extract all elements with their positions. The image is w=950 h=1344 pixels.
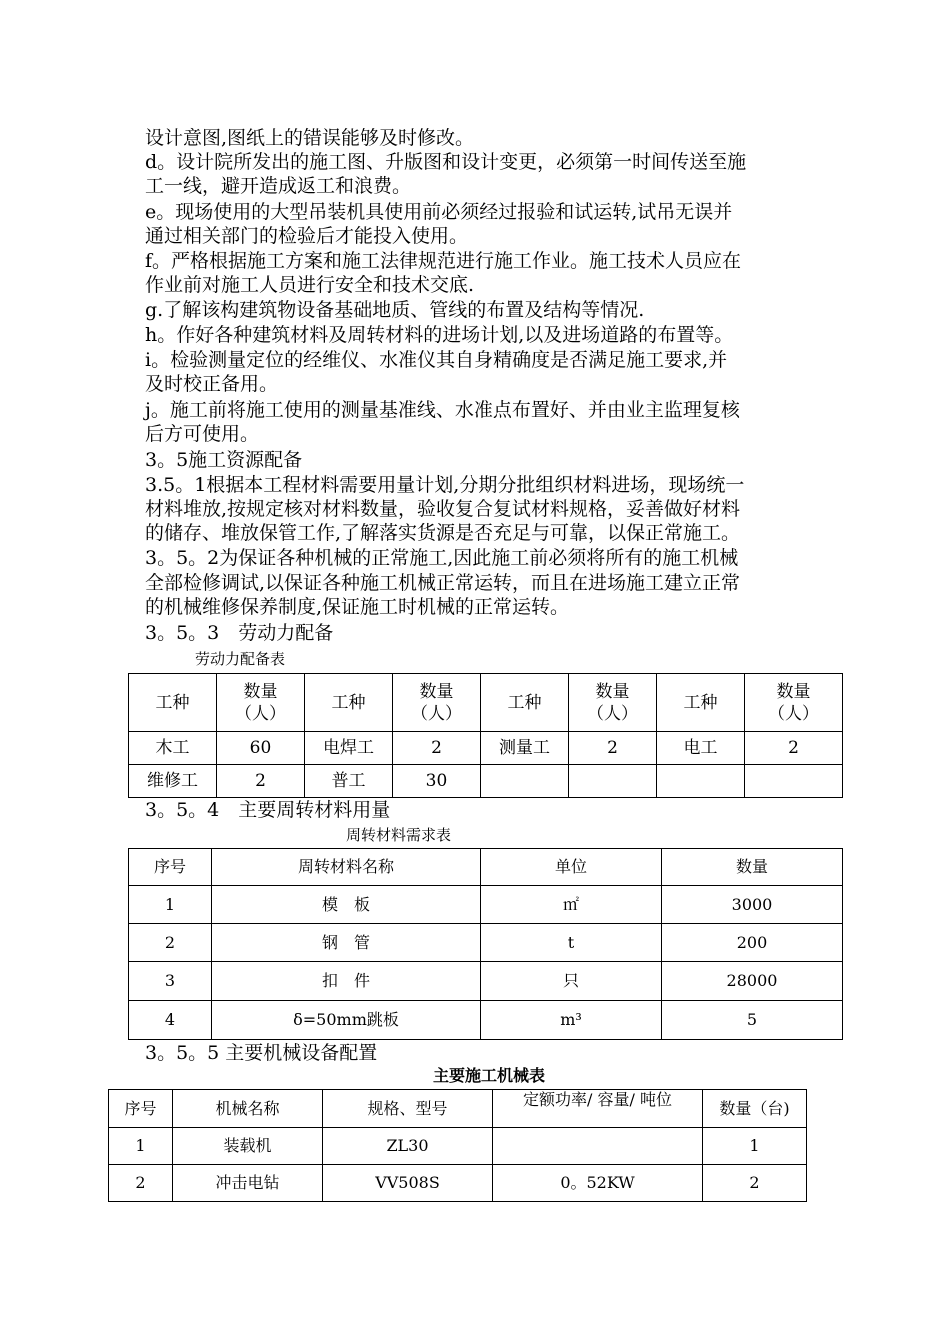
table-cell: 5 <box>662 1001 843 1040</box>
header-cell: 工种 <box>305 674 393 732</box>
table-cell: 2 <box>703 1165 807 1202</box>
header-cell: 单位 <box>481 849 662 886</box>
paragraph-line: 的储存、堆放保管工作,了解落实货源是否充足与可靠，以保正常施工。 <box>145 522 741 544</box>
paragraph-line: 通过相关部门的检验后才能投入使用。 <box>145 225 469 247</box>
table-cell: 3 <box>129 962 212 1001</box>
labor-table <box>128 673 843 798</box>
paragraph-line: 作业前对施工人员进行安全和技术交底. <box>145 274 475 296</box>
table-cell: ZL30 <box>323 1128 493 1165</box>
header-cell: 数量（人） <box>745 674 843 732</box>
material-table <box>128 848 843 1040</box>
table-cell: 28000 <box>662 962 843 1001</box>
header-cell: 机械名称 <box>173 1090 323 1128</box>
table-cell: 只 <box>481 962 662 1001</box>
paragraph-line: 后方可使用。 <box>145 423 260 445</box>
header-cell: 规格、型号 <box>323 1090 493 1128</box>
table-cell: 电工 <box>657 732 745 765</box>
header-cell <box>493 1090 703 1128</box>
table-cell: 装载机 <box>173 1128 323 1165</box>
table-cell: m³ <box>481 1001 662 1040</box>
table-cell: 2 <box>569 732 657 765</box>
section-heading: 3。5。5 主要机械设备配置 <box>145 1042 378 1064</box>
table-cell <box>745 765 843 798</box>
paragraph-line: j。施工前将施工使用的测量基准线、水准点布置好、并由业主监理复核 <box>145 399 740 421</box>
table-cell <box>569 765 657 798</box>
paragraph-line: f。严格根据施工方案和施工法律规范进行施工作业。施工技术人员应在 <box>145 250 742 272</box>
table-cell <box>493 1128 703 1165</box>
table-cell: 1 <box>129 886 212 924</box>
section-heading: 3。5施工资源配备 <box>145 449 303 471</box>
labor-table-caption: 劳动力配备表 <box>195 650 286 668</box>
table-row <box>109 1128 807 1165</box>
table-cell <box>657 765 745 798</box>
table-row <box>129 962 843 1001</box>
section-heading: 3。5。4 主要周转材料用量 <box>145 799 391 821</box>
table-cell: 1 <box>109 1128 173 1165</box>
header-cell: 序号 <box>129 849 212 886</box>
machine-table-caption: 主要施工机械表 <box>433 1066 546 1085</box>
table-cell: 3000 <box>662 886 843 924</box>
paragraph-line: d。设计院所发出的施工图、升版图和设计变更，必须第一时间传送至施 <box>145 151 747 173</box>
header-cell: 工种 <box>481 674 569 732</box>
table-cell: 200 <box>662 924 843 962</box>
header-cell: 数量（台) <box>703 1090 807 1128</box>
table-cell: 2 <box>217 765 305 798</box>
table-cell: 0。52KW <box>493 1165 703 1202</box>
paragraph-line: 工一线，避开造成返工和浪费。 <box>145 175 412 197</box>
table-cell <box>481 765 569 798</box>
header-cell: 序号 <box>109 1090 173 1128</box>
paragraph-line: 及时校正备用。 <box>145 373 279 395</box>
paragraph-line: i。检验测量定位的经维仪、水准仪其自身精确度是否满足施工要求,并 <box>145 349 728 371</box>
table-row <box>129 886 843 924</box>
table-row <box>129 1001 843 1040</box>
table-cell: 维修工 <box>129 765 217 798</box>
table-cell: 2 <box>393 732 481 765</box>
table-cell: ㎡ <box>481 886 662 924</box>
header-cell: 工种 <box>657 674 745 732</box>
paragraph-line: 材料堆放,按规定核对材料数量，验收复合复试材料规格，妥善做好材料 <box>145 498 741 520</box>
table-cell: 4 <box>129 1001 212 1040</box>
table-row <box>109 1165 807 1202</box>
paragraph-line: 的机械维修保养制度,保证施工时机械的正常运转。 <box>145 596 570 618</box>
table-cell: 冲击电钻 <box>173 1165 323 1202</box>
paragraph-line: 设计意图,图纸上的错误能够及时修改。 <box>145 127 475 149</box>
table-cell: 测量工 <box>481 732 569 765</box>
table-cell: 扣 件 <box>212 962 481 1001</box>
table-cell: t <box>481 924 662 962</box>
table-header-row <box>129 849 843 886</box>
table-header-row <box>109 1090 807 1128</box>
header-cell: 数量（人） <box>569 674 657 732</box>
table-cell: 30 <box>393 765 481 798</box>
section-heading: 3。5。3 劳动力配备 <box>145 622 334 644</box>
table-cell: 木工 <box>129 732 217 765</box>
table-cell: 1 <box>703 1128 807 1165</box>
table-cell: 2 <box>109 1165 173 1202</box>
table-cell: δ=50mm跳板 <box>212 1001 481 1040</box>
table-row <box>129 765 843 798</box>
paragraph-line: g.了解该构建筑物设备基础地质、管线的布置及结构等情况. <box>145 299 645 321</box>
table-cell: 普工 <box>305 765 393 798</box>
paragraph-line: 3。5。2为保证各种机械的正常施工,因此施工前必须将所有的施工机械 <box>145 547 739 569</box>
table-cell: 2 <box>129 924 212 962</box>
material-table-caption: 周转材料需求表 <box>346 826 452 844</box>
table-cell: VV508S <box>323 1165 493 1202</box>
header-cell: 周转材料名称 <box>212 849 481 886</box>
paragraph-line: e。现场使用的大型吊装机具使用前必须经过报验和试运转,试吊无误并 <box>145 201 733 223</box>
paragraph-line: h。作好各种建筑材料及周转材料的进场计划,以及进场道路的布置等。 <box>145 324 734 346</box>
header-cell: 数量（人） <box>393 674 481 732</box>
table-header-row <box>129 674 843 732</box>
table-cell: 电焊工 <box>305 732 393 765</box>
table-row <box>129 732 843 765</box>
table-cell: 2 <box>745 732 843 765</box>
paragraph-line: 全部检修调试,以保证各种施工机械正常运转，而且在进场施工建立正常 <box>145 572 741 594</box>
table-cell: 模 板 <box>212 886 481 924</box>
header-cell: 工种 <box>129 674 217 732</box>
header-cell: 数量（人） <box>217 674 305 732</box>
table-cell: 60 <box>217 732 305 765</box>
paragraph-line: 3.5。1根据本工程材料需要用量计划,分期分批组织材料进场，现场统一 <box>145 474 745 496</box>
machine-table <box>108 1089 807 1202</box>
header-cell-text: 定额功率/ 容量/ 吨位 <box>523 1090 672 1109</box>
header-cell: 数量 <box>662 849 843 886</box>
table-cell: 钢 管 <box>212 924 481 962</box>
table-row <box>129 924 843 962</box>
